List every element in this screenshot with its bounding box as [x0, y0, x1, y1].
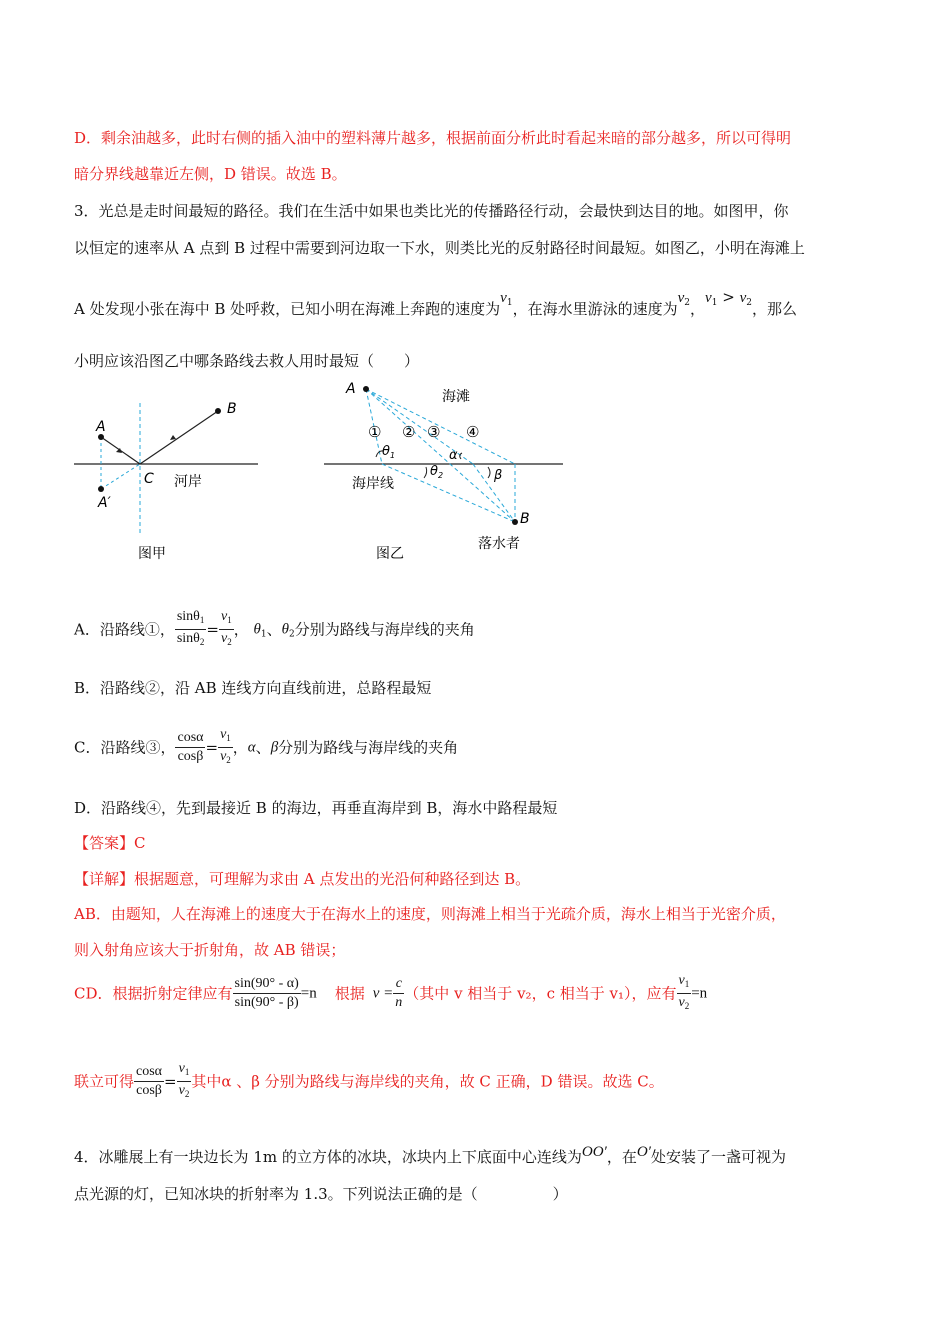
reflected-arrow — [170, 435, 176, 440]
point-b — [512, 519, 518, 525]
beta-label: β — [494, 468, 503, 483]
option-a-sin-ratio: $\frac{\sin\theta_1}{\sin\theta_2}$ — [176, 609, 205, 647]
q3-line-4: 小明应该沿图乙中哪条路线去救人用时最短（ ） — [74, 352, 420, 370]
figure-yi — [318, 375, 578, 575]
q3-line-2: 以恒定的速率从 A 点到 B 过程中需要到河边取一下水，则类比光的反射路径时间最短。如图乙，小明在海滩上 — [74, 239, 805, 257]
q3-line-3a: A 处发现小张在海中 B 处呼救，已知小明在海滩上奔跑的速度为 — [74, 300, 501, 318]
answer-line: 【答案】C — [74, 834, 146, 852]
q4-line-1: 4．冰雕展上有一块边长为 1m 的立方体的冰块，冰块内上下底面中心连线为OO′，在O′处安装了一盏可视为 — [74, 1144, 786, 1166]
label-a: A — [96, 419, 106, 435]
cd-sin-ratio: $\frac{\sin(90^\circ - \alpha)}{\sin(90^\circ - \beta)}$ — [234, 976, 299, 1010]
route-2-label: ② — [402, 423, 416, 441]
v1-gt-v2: $v_1 > v_2$ — [705, 288, 752, 308]
option-c-cos-ratio: $\frac{\cos\alpha}{\cos\beta}$ — [177, 730, 204, 764]
v-ratio-n: $\frac{v_1}{v_2}$ — [678, 973, 690, 1011]
figure-jia — [60, 385, 280, 575]
option-c: C．沿路线③， $\frac{\cos\alpha}{\cos\beta}$ = $\frac{v_1}{v_2}$ ，α、β分别为路线与海岸线的夹角 — [74, 726, 458, 769]
route-3-label: ③ — [427, 423, 441, 441]
label-a: A — [346, 381, 356, 397]
route-1-label: ① — [368, 423, 382, 441]
label-b: B — [520, 511, 530, 527]
label-c: C — [144, 471, 154, 487]
option-b: B．沿路线②，沿 AB 连线方向直线前进，总路程最短 — [74, 679, 432, 697]
route-4-label: ④ — [466, 423, 480, 441]
point-a-prime — [98, 486, 104, 492]
q4-line-2: 点光源的灯，已知冰块的折射率为 1.3。下列说法正确的是（ ） — [74, 1185, 568, 1203]
c-over-n: $\frac{c}{n}$ — [395, 976, 403, 1010]
v1-symbol: $v_1$ — [500, 290, 513, 308]
q3-line-1: 3．光总是走时间最短的路径。我们在生活中如果也类比光的传播路径行动，会最快到达目的地。如图甲，你 — [74, 202, 789, 220]
comma: ， — [690, 300, 706, 318]
alpha-label: α — [449, 448, 458, 463]
v2-symbol: $v_2$ — [677, 290, 690, 308]
shoreline-label: 海岸线 — [352, 476, 394, 492]
ab-explanation-1: AB．由题知，人在海滩上的速度大于在海水上的速度，则海滩上相当于光疏介质，海水上相当于光密介质， — [74, 905, 786, 923]
final-v-ratio: $\frac{v_1}{v_2}$ — [178, 1061, 190, 1099]
prev-answer-line-1: D．剩余油越多，此时右侧的插入油中的塑料薄片越多，根据前面分析此时看起来暗的部分越多，所以可得明 — [74, 129, 792, 147]
reflected-path — [140, 411, 218, 464]
cd-explanation: CD．根据折射定律应有 $\frac{\sin(90^\circ - \alpha)}{\sin(90^\circ - \beta)}$ =n 根据 v = $\frac{c}{n}$ （其中 v 相当于 v₂，c 相当于 v₁），应有 $\frac{v_1}{v_2}$ =n — [74, 972, 707, 1015]
image-path — [101, 464, 140, 489]
final-conclusion: 联立可得 $\frac{\cos\alpha}{\cos\beta}$ = $\frac{v_1}{v_2}$ 其中α 、β 分别为路线与海岸线的夹角，故 C 正确，D 错误。故选 C。 — [74, 1060, 664, 1103]
q3-line-3 — [74, 288, 797, 326]
point-a — [363, 386, 369, 392]
theta1-label: $\theta_1$ — [382, 444, 396, 460]
beta-arc — [488, 467, 490, 478]
final-cos-ratio: $\frac{\cos\alpha}{\cos\beta}$ — [136, 1064, 163, 1098]
q3-line-3b: ，在海水里游泳的速度为 — [512, 300, 678, 318]
label-b: B — [227, 401, 237, 417]
q3-line-3c: ，那么 — [751, 300, 797, 318]
option-a: A．沿路线①， $\frac{\sin\theta_1}{\sin\theta_2}$ = $\frac{v_1}{v_2}$ ， $\theta_1$、$\theta_2$分别为路线与海岸线的夹角 — [74, 608, 475, 651]
theta2-arc — [424, 467, 427, 478]
figure-jia-caption: 图甲 — [138, 546, 166, 562]
ab-explanation-2: 则入射角应该大于折射角，故 AB 错误； — [74, 941, 346, 959]
point-b — [215, 408, 221, 414]
victim-label: 落水者 — [478, 536, 520, 552]
detail-line: 【详解】根据题意，可理解为求由 A 点发出的光沿何种路径到达 B。 — [74, 870, 531, 888]
option-c-v-ratio: $\frac{v_1}{v_2}$ — [220, 727, 231, 765]
beach-label: 海滩 — [442, 389, 470, 405]
alpha-arc — [460, 453, 462, 459]
option-a-v-ratio: $\frac{v_1}{v_2}$ — [220, 609, 232, 647]
river-label: 河岸 — [174, 474, 202, 490]
figure-yi-caption: 图乙 — [376, 546, 404, 562]
prev-answer-line-2: 暗分界线越靠近左侧，D 错误。故选 B。 — [74, 165, 347, 183]
option-d: D．沿路线④，先到最接近 B 的海边，再垂直海岸到 B，海水中路程最短 — [74, 799, 558, 817]
theta2-label: $\theta_2$ — [430, 464, 444, 480]
label-a-prime: A′ — [98, 495, 111, 511]
